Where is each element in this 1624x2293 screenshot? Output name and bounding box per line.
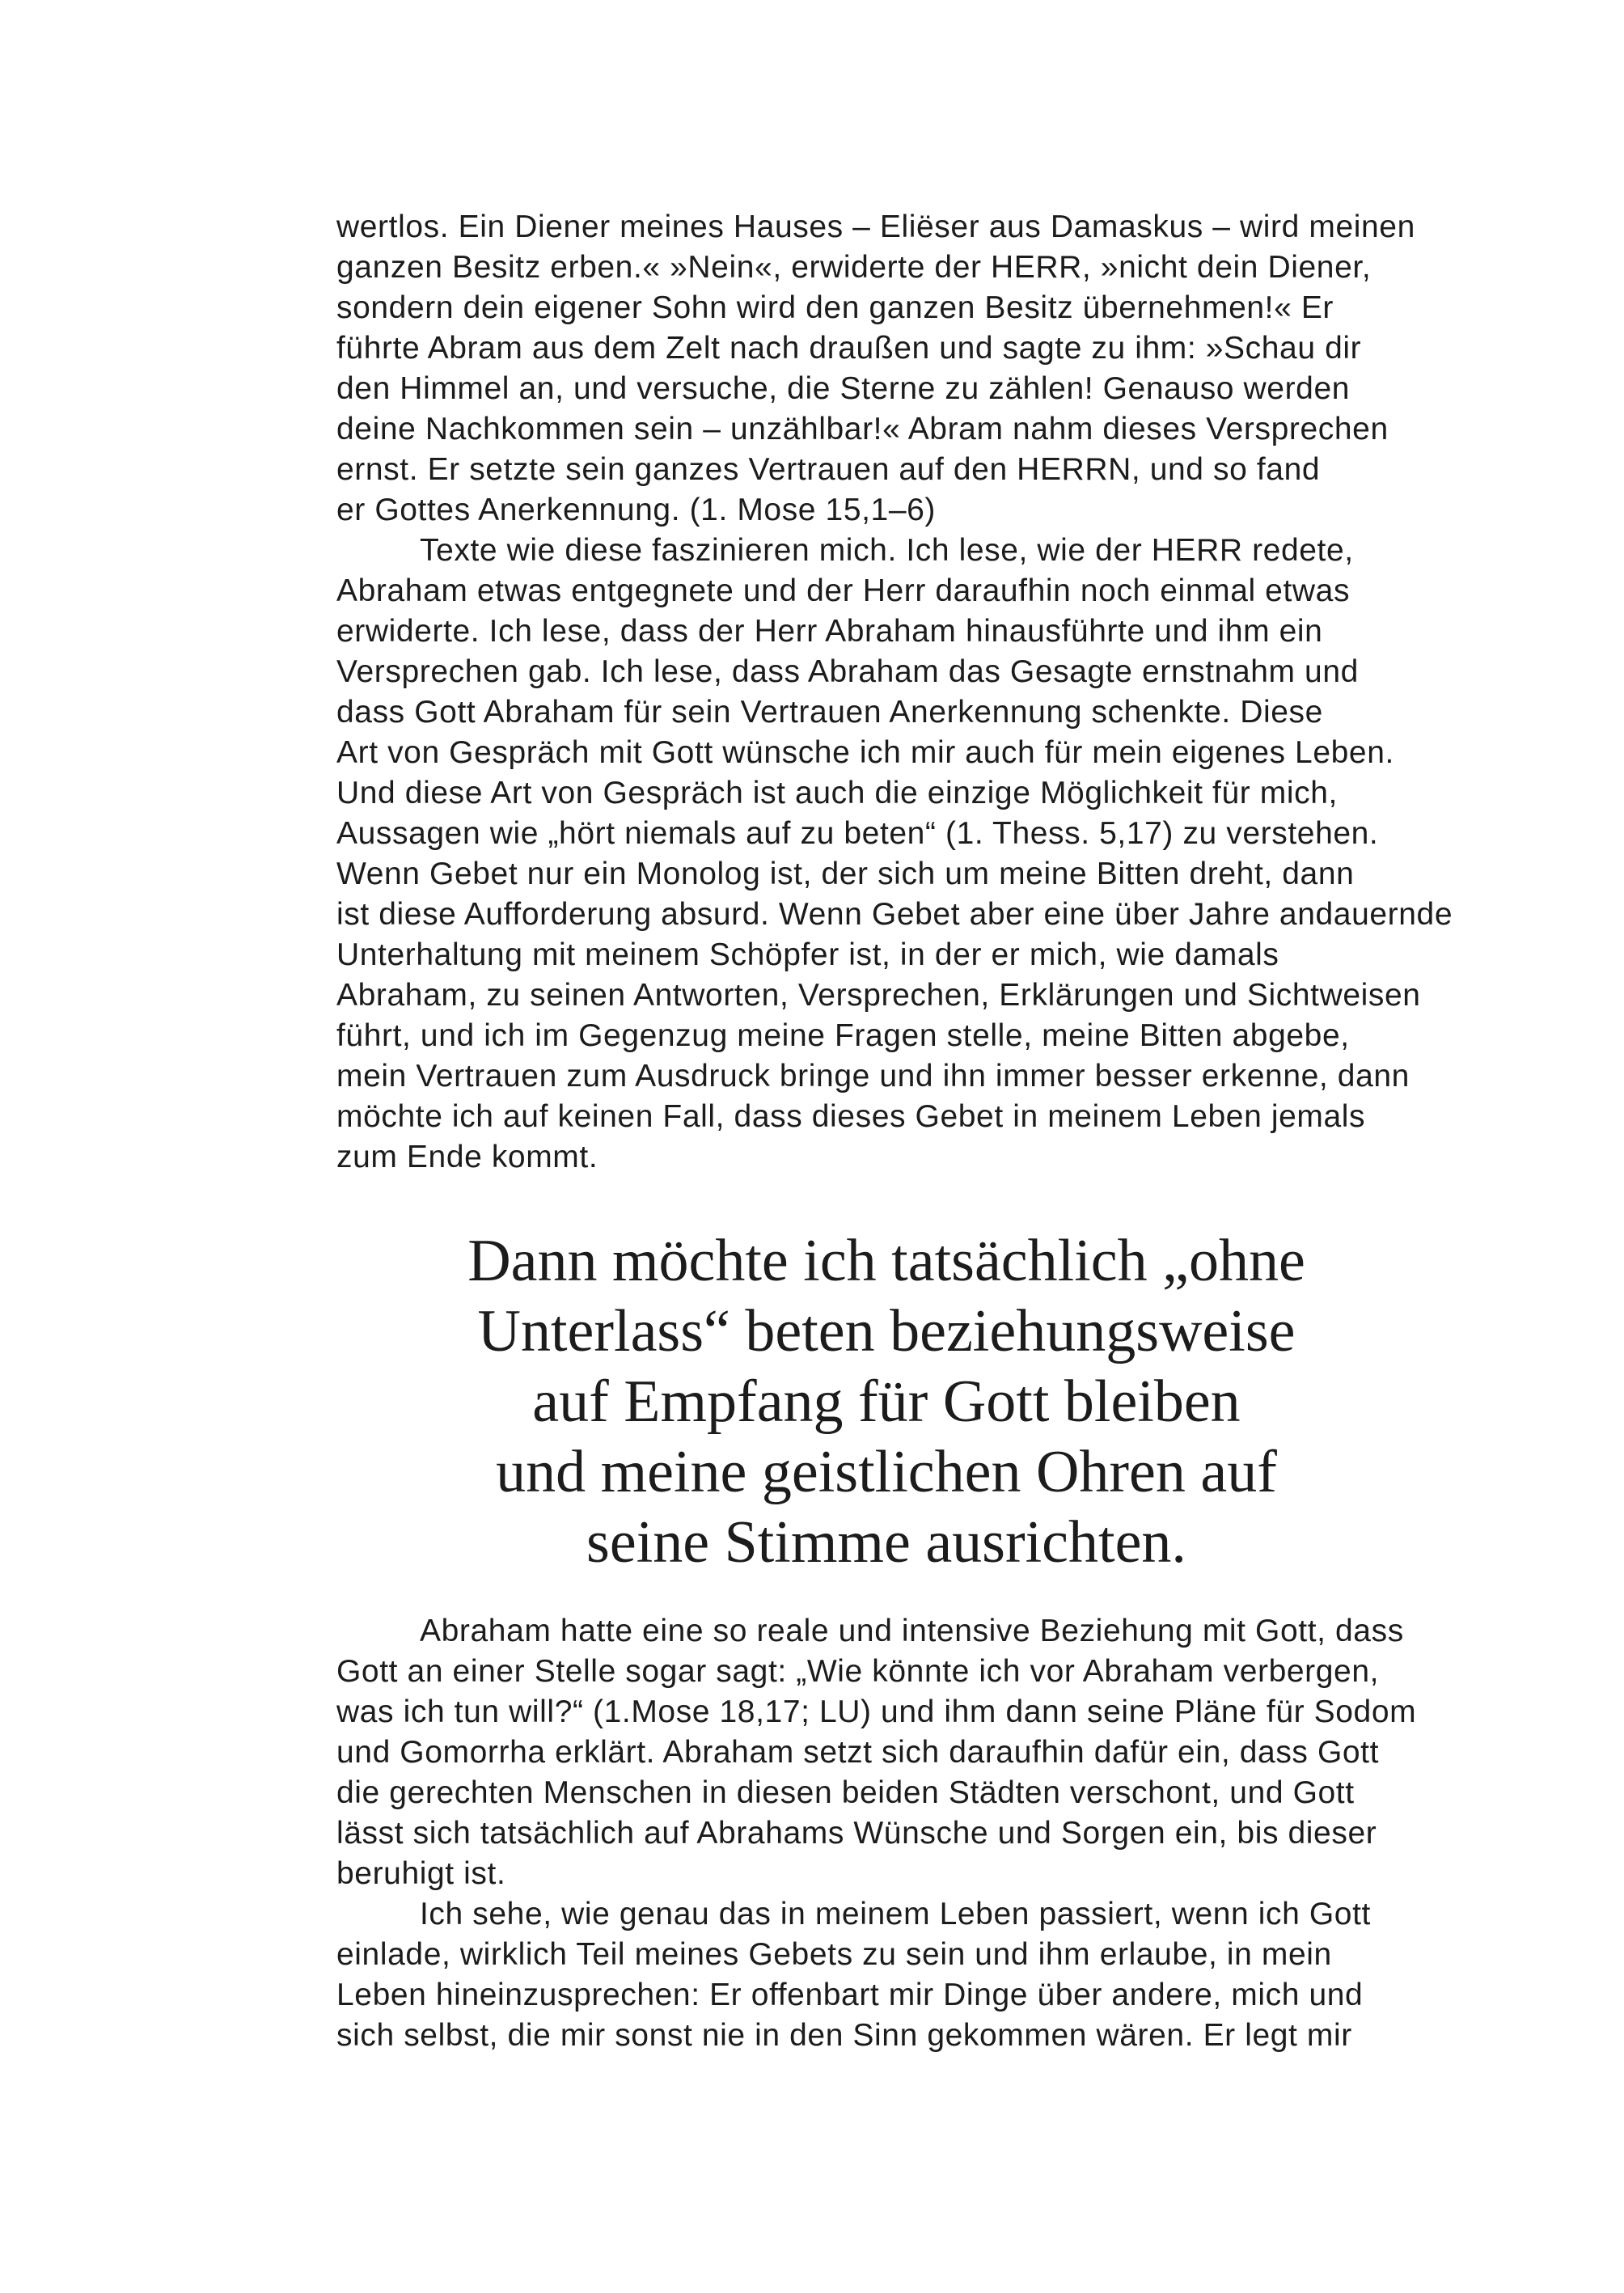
text-line: ernst. Er setzte sein ganzes Vertrauen auf den HERRN, und so fand [336,452,1321,487]
body-text-top [336,207,1453,1178]
text-line: ist diese Aufforderung absurd. Wenn Gebet aber eine über Jahre andauernde [336,897,1453,932]
text-line: Abraham, zu seinen Antworten, Versprechen, Erklärungen und Sichtweisen [336,978,1421,1013]
body-text-bottom [336,1611,1436,2056]
paragraph-start-line: Texte wie diese faszinieren mich. Ich lese, wie der HERR redete, [420,533,1354,568]
text-line: Versprechen gab. Ich lese, dass Abraham das Gesagte ernstnahm und [336,654,1359,689]
text-line: Aussagen wie „hört niemals auf zu beten“ (1. Thess. 5,17) zu verstehen. [336,816,1379,851]
text-line: die gerechten Menschen in diesen beiden Städten verschont, und Gott [336,1775,1355,1810]
pull-quote-line: Dann möchte ich tatsächlich „ohne [467,1228,1305,1294]
paragraph-start-line: Abraham hatte eine so reale und intensive Beziehung mit Gott, dass [420,1614,1404,1648]
text-line: ganzen Besitz erben.« »Nein«, erwiderte der HERR, »nicht dein Diener, [336,250,1372,285]
text-line: lässt sich tatsächlich auf Abrahams Wünsche und Sorgen ein, bis dieser [336,1816,1377,1851]
text-line: er Gottes Anerkennung. (1. Mose 15,1–6) [336,493,936,527]
text-line: Und diese Art von Gespräch ist auch die einzige Möglichkeit für mich, [336,776,1338,810]
paragraph-start-line: Ich sehe, wie genau das in meinem Leben passiert, wenn ich Gott [420,1897,1371,1931]
text-line: Art von Gespräch mit Gott wünsche ich mir auch für mein eigenes Leben. [336,735,1394,770]
text-line: dass Gott Abraham für sein Vertrauen Anerkennung schenkte. Diese [336,695,1323,730]
text-line: erwiderte. Ich lese, dass der Herr Abraham hinausführte und ihm ein [336,614,1323,649]
text-line: Unterhaltung mit meinem Schöpfer ist, in der er mich, wie damals [336,937,1279,972]
text-line: sondern dein eigener Sohn wird den ganzen Besitz übernehmen!« Er [336,290,1334,325]
text-line: zum Ende kommt. [336,1140,598,1174]
text-line: mein Vertrauen zum Ausdruck bringe und ihn immer besser erkenne, dann [336,1059,1410,1094]
pull-quote-line: und meine geistlichen Ohren auf [496,1439,1277,1505]
text-line: beruhigt ist. [336,1856,506,1891]
pull-quote-line: auf Empfang für Gott bleiben [532,1369,1241,1435]
text-line: was ich tun will?“ (1.Mose 18,17; LU) und ihm dann seine Pläne für Sodom [336,1694,1417,1729]
text-line: und Gomorrha erklärt. Abraham setzt sich daraufhin dafür ein, dass Gott [336,1735,1380,1770]
text-line: Gott an einer Stelle sogar sagt: „Wie könnte ich vor Abraham verbergen, [336,1654,1380,1689]
pull-quote-line: Unterlass“ beten beziehungsweise [477,1298,1296,1364]
text-line: sich selbst, die mir sonst nie in den Sinn gekommen wären. Er legt mir [336,2018,1352,2053]
text-line: einlade, wirklich Teil meines Gebets zu sein und ihm erlaube, in mein [336,1937,1332,1972]
text-line: führt, und ich im Gegenzug meine Fragen stelle, meine Bitten abgebe, [336,1018,1350,1053]
text-line: wertlos. Ein Diener meines Hauses – Eliëser aus Damaskus – wird meinen [336,209,1415,244]
text-line: den Himmel an, und versuche, die Sterne zu zählen! Genauso werden [336,371,1351,406]
text-line: Wenn Gebet nur ein Monolog ist, der sich um meine Bitten dreht, dann [336,857,1355,891]
pull-quote-line: seine Stimme ausrichten. [586,1509,1186,1576]
text-line: Abraham etwas entgegnete und der Herr daraufhin noch einmal etwas [336,573,1351,608]
text-line: führte Abram aus dem Zelt nach draußen und sagte zu ihm: »Schau dir [336,331,1362,366]
pull-quote [336,1226,1436,1578]
text-line: Leben hineinzusprechen: Er offenbart mir Dinge über andere, mich und [336,1978,1364,2012]
text-line: deine Nachkommen sein – unzählbar!« Abram nahm dieses Versprechen [336,412,1389,446]
text-line: möchte ich auf keinen Fall, dass dieses Gebet in meinem Leben jemals [336,1099,1366,1134]
